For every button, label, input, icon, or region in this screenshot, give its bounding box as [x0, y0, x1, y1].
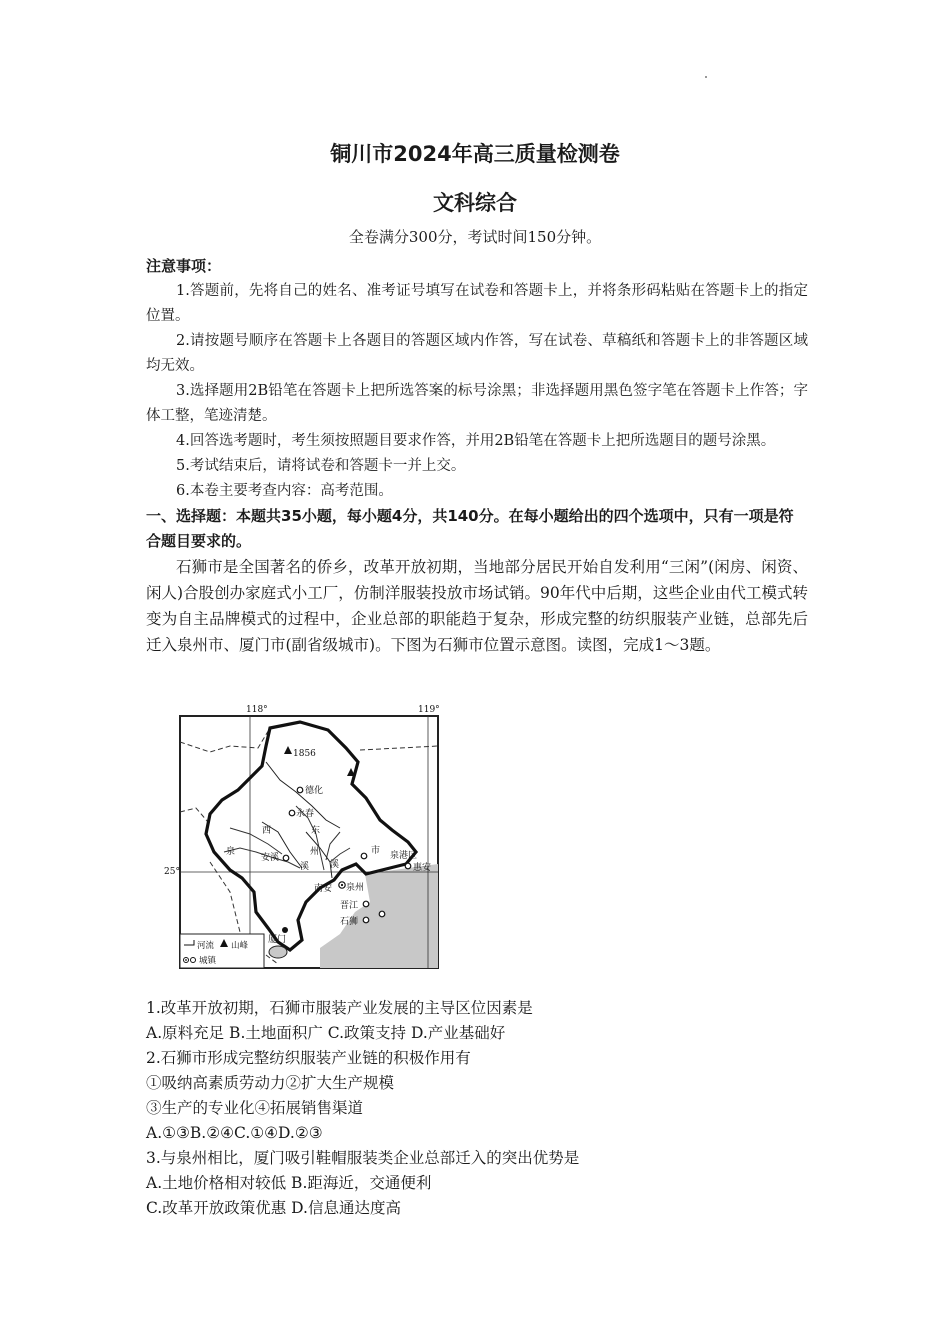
notice-item: 1.答题前，先将自己的姓名、准考证号填写在试卷和答题卡上，并将条形码粘贴在答题卡上的指定位置。	[146, 283, 808, 324]
place-zhou: 州	[310, 847, 320, 857]
question-options: A.原料充足 B.土地面积广 C.政策支持 D.产业基础好	[146, 1024, 506, 1042]
place-dong: 东	[311, 826, 321, 836]
xiamen-island	[269, 946, 287, 958]
place-anxi: 安溪	[261, 853, 280, 863]
place-nanan: 南安	[314, 884, 333, 894]
town-marker	[289, 810, 295, 816]
question-stem: 3.与泉州相比，厦门吸引鞋帽服装类企业总部迁入的突出优势是	[146, 1149, 580, 1167]
place-xiamen: 厦门	[268, 935, 287, 945]
notice-heading: 注意事项：	[146, 257, 222, 275]
place-xi: 西	[262, 826, 272, 836]
scan-speck	[705, 76, 707, 78]
legend-river: 河流	[197, 941, 215, 951]
place-jinjiang: 晋江	[340, 901, 359, 911]
question-stem: 1.改革开放初期，石狮市服装产业发展的主导区位因素是	[146, 999, 533, 1017]
town-marker	[297, 787, 303, 793]
place-quanzhou: 泉州	[346, 883, 365, 893]
place-shi: 市	[371, 846, 381, 856]
town-marker	[363, 917, 369, 923]
place-quangang: 泉港区	[390, 851, 418, 861]
town-marker	[283, 855, 289, 861]
town-marker	[379, 911, 385, 917]
place-shishi: 石狮	[340, 917, 359, 927]
town-marker	[405, 863, 411, 869]
notice-item: 5.考试结束后，请将试卷和答题卡一并上交。	[176, 458, 466, 474]
question-options: A.土地价格相对较低 B.距海近，交通便利	[146, 1174, 432, 1192]
place-quan: 泉	[226, 847, 236, 857]
lon-label-118: 118°	[246, 705, 268, 715]
question-options: C.改革开放政策优惠 D.信息通达度高	[146, 1199, 401, 1217]
exam-title: 铜川市2024年高三质量检测卷	[330, 142, 620, 166]
place-dehua: 德化	[305, 786, 324, 796]
question-statement: ①吸纳高素质劳动力②扩大生产规模	[146, 1074, 395, 1092]
exam-info: 全卷满分300分，考试时间150分钟。	[348, 228, 602, 246]
shishi-location-map	[164, 702, 445, 974]
town-marker	[361, 853, 367, 859]
questions	[146, 996, 808, 1221]
question-stem: 2.石狮市形成完整纺织服装产业链的积极作用有	[146, 1049, 471, 1067]
reading-passage: 石狮市是全国著名的侨乡，改革开放初期，当地部分居民开始自发利用“三闲”(闲房、闲资、闲人)合股创办家庭式小工厂，仿制洋服装投放市场试销。90年代中后期，这些企业由代工模式转变为自主品牌模式的过程中，企业总部的职能趋于复杂，形成完整的纺织服装产业链，总部先后迁入泉州市、厦门市(副省级城市)。下图为石狮市位置示意图。读图，完成1～3题。	[146, 558, 808, 654]
lon-label-119: 119°	[418, 705, 440, 715]
legend-town: 城镇	[199, 956, 217, 966]
town-marker	[363, 901, 369, 907]
place-huian: 惠安	[413, 863, 432, 873]
subject-title: 文科综合	[433, 191, 517, 215]
section-heading: 一、选择题：本题共35小题，每小题4分，共140分。在每小题给出的四个选项中，只有一项是符合题目要求的。	[146, 507, 794, 550]
place-yongchun: 永春	[296, 809, 315, 819]
notice-item: 4.回答选考题时，考生须按照题目要求作答，并用2B铅笔在答题卡上把所选题目的题号涂黑。	[176, 433, 776, 449]
legend-peak: 山峰	[231, 941, 249, 951]
lat-label-25: 25°	[164, 867, 180, 877]
question-options: A.①③B.②④C.①④D.②③	[146, 1124, 323, 1142]
question-statement: ③生产的专业化④拓展销售渠道	[146, 1099, 364, 1117]
notice-item: 3.选择题用2B铅笔在答题卡上把所选答案的标号涂黑；非选择题用黑色签字笔在答题卡上作答；字体工整，笔迹清楚。	[146, 383, 808, 424]
notice-item: 2.请按题号顺序在答题卡上各题目的答题区域内作答，写在试卷、草稿纸和答题卡上的非答题区域均无效。	[146, 333, 808, 374]
notice-item: 6.本卷主要考查内容：高考范围。	[176, 483, 393, 499]
notice-section	[146, 254, 808, 658]
peak-elevation: 1856	[293, 749, 316, 759]
city-marker	[282, 927, 288, 933]
place-xi2: 溪	[300, 862, 310, 872]
place-xi3: 溪	[330, 860, 340, 870]
